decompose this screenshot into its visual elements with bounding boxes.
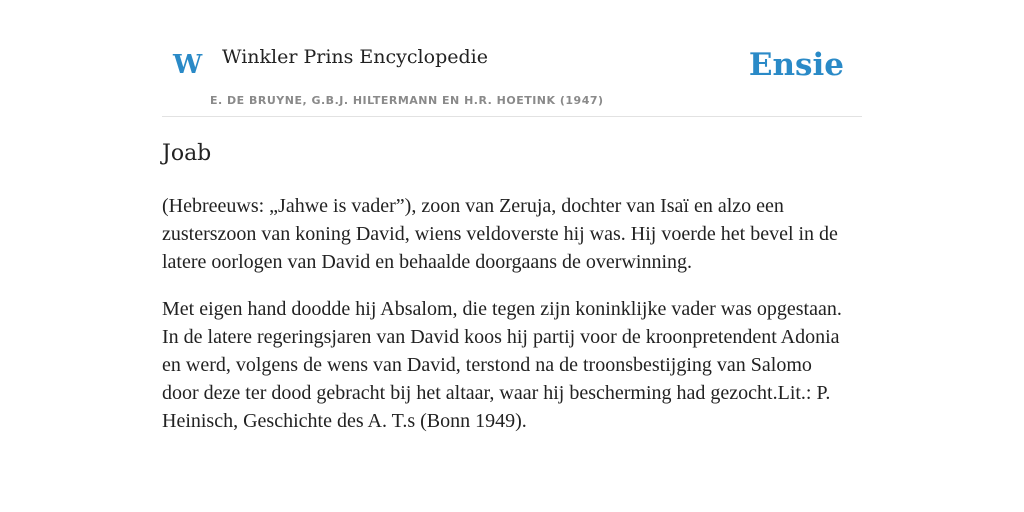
article-paragraph-2: Met eigen hand doodde hij Absalom, die tegen zijn koninklijke vader was opgestaan. In de latere regeringsjaren van David koos hij partij voor de kroonpretendent Adonia en werd, volgens de wens van David, terstond na de troonsbestijging van Salomo door deze ter dood gebracht bij het altaar, waar hij bescherming had gezocht.Lit.: P. Heinisch, Geschichte des A. T.s (Bonn 1949). — [162, 298, 842, 432]
article-paragraph-1: (Hebreeuws: „Jahwe is vader”), zoon van Zeruja, dochter van Isaï en alzo een zusterszoon van koning David, wiens veldoverste hij was. Hij voerde het bevel in de latere oorlogen van David en behaalde doorgaans de overwinning. — [162, 195, 838, 273]
publication-authors: E. DE BRUYNE, G.B.J. HILTERMANN EN H.R. HOETINK (1947) — [210, 94, 604, 107]
publication-title[interactable]: Winkler Prins Encyclopedie — [222, 46, 488, 68]
article-title: Joab — [162, 141, 212, 166]
article-body — [162, 192, 852, 454]
page-header — [162, 0, 862, 117]
brand-logo-link[interactable]: Ensie — [748, 47, 844, 83]
page-container — [162, 0, 862, 432]
publication-logo-icon[interactable]: W — [173, 50, 203, 80]
